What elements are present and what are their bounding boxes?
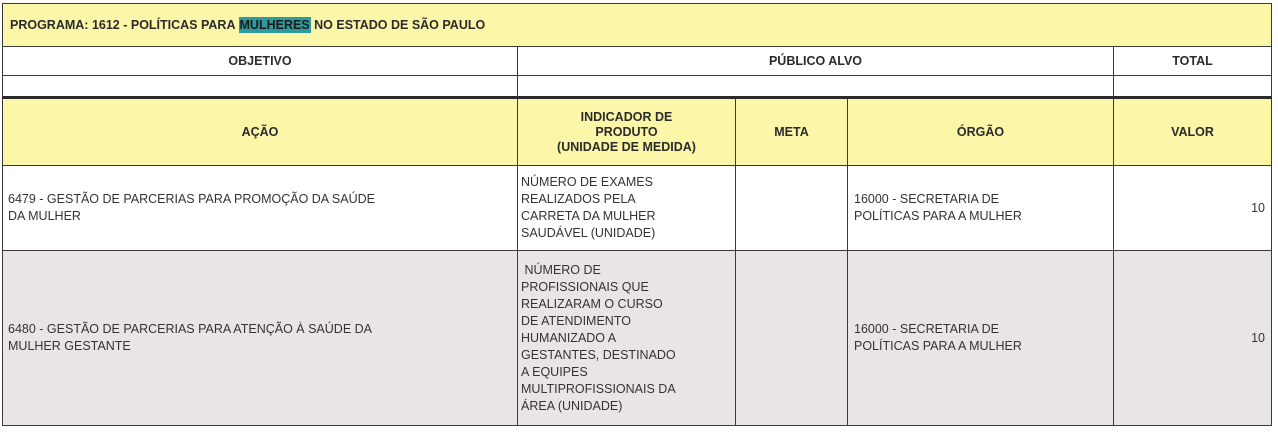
header-acao: AÇÃO (3, 98, 518, 166)
orgao-text-line1: 16000 - SECRETARIA DE (854, 322, 999, 336)
valor-cell: 10 (1114, 166, 1272, 251)
empty-cell-total (1114, 76, 1272, 98)
orgao-cell (848, 251, 1114, 426)
orgao-text-line2: POLÍTICAS PARA A MULHER (854, 339, 1022, 353)
indicador-cell (518, 251, 736, 426)
program-table (2, 3, 1272, 426)
indicador-line: HUMANIZADO A (521, 330, 617, 345)
indicador-line: SAUDÁVEL (UNIDADE) (521, 226, 656, 240)
acao-text-line2: DA MULHER (8, 209, 81, 223)
meta-cell (736, 251, 848, 426)
table-row (3, 166, 1272, 251)
program-title-suffix: NO ESTADO DE SÃO PAULO (310, 17, 486, 32)
acao-cell (3, 251, 518, 426)
indicador-line: MULTIPROFISSIONAIS DA (521, 381, 676, 396)
header-publico-alvo: PÚBLICO ALVO (518, 47, 1114, 76)
table-row (3, 251, 1272, 426)
header-indicador-line2: PRODUTO (595, 124, 658, 139)
program-title-prefix: PROGRAMA: 1612 - POLÍTICAS PARA (10, 17, 239, 32)
orgao-cell (848, 166, 1114, 251)
header-meta: META (736, 98, 848, 166)
header-valor: VALOR (1114, 98, 1272, 166)
orgao-text-line2: POLÍTICAS PARA A MULHER (854, 209, 1022, 223)
empty-cell-publico-alvo (518, 76, 1114, 98)
header-indicador (518, 98, 736, 166)
program-title (3, 4, 1272, 47)
header-indicador-line1: INDICADOR DE (580, 109, 673, 124)
program-title-row (3, 4, 1272, 47)
acao-text-line1: 6480 - GESTÃO DE PARCERIAS PARA ATENÇÃO À SAÚDE DA (8, 322, 372, 336)
orgao-text-line1: 16000 - SECRETARIA DE (854, 192, 999, 206)
indicador-line: PROFISSIONAIS QUE (521, 279, 649, 294)
header-row-objetivo (3, 47, 1272, 76)
empty-row (3, 76, 1272, 98)
indicador-line: DE ATENDIMENTO (521, 313, 631, 328)
indicador-line: A EQUIPES (521, 364, 588, 379)
header-indicador-line3: (UNIDADE DE MEDIDA) (557, 139, 696, 154)
header-total: TOTAL (1114, 47, 1272, 76)
indicador-line: NÚMERO DE (521, 262, 601, 277)
indicador-line: REALIZADOS PELA (521, 192, 636, 206)
indicador-line: GESTANTES, DESTINADO (521, 347, 676, 362)
empty-cell-objetivo (3, 76, 518, 98)
indicador-line: ÁREA (UNIDADE) (521, 398, 623, 413)
acao-text-line1: 6479 - GESTÃO DE PARCERIAS PARA PROMOÇÃO DA SAÚDE (8, 192, 375, 206)
valor-cell: 10 (1114, 251, 1272, 426)
acao-text-line2: MULHER GESTANTE (8, 339, 131, 353)
header-orgao: ÓRGÃO (848, 98, 1114, 166)
indicador-cell (518, 166, 736, 251)
program-table-container (2, 3, 1271, 426)
indicador-line: NÚMERO DE EXAMES (521, 175, 653, 189)
search-highlight: MULHERES (239, 17, 310, 32)
header-objetivo: OBJETIVO (3, 47, 518, 76)
header-row-acao (3, 98, 1272, 166)
indicador-line: CARRETA DA MULHER (521, 209, 656, 223)
meta-cell (736, 166, 848, 251)
acao-cell (3, 166, 518, 251)
indicador-line: REALIZARAM O CURSO (521, 296, 663, 311)
